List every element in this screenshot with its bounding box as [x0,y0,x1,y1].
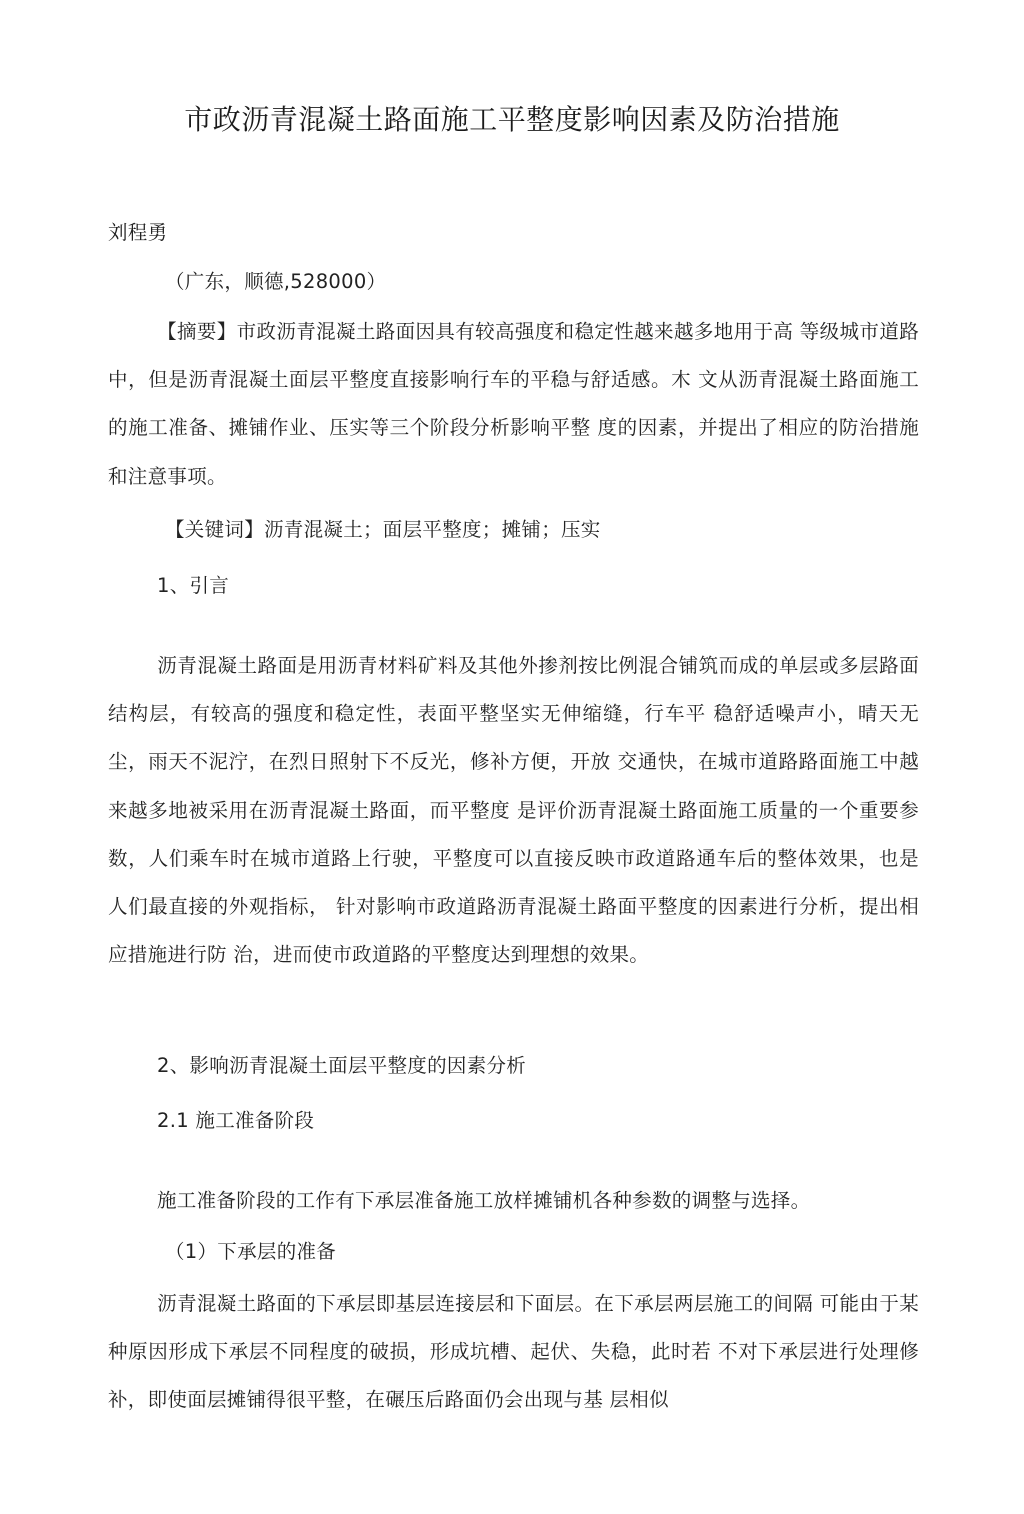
item-1-paragraph [108,1280,919,1425]
document-title: 市政沥青混凝土路面施工平整度影响因素及防治措施 [184,103,840,136]
keywords: 【关键词】沥青混凝土；面层平整度；摊铺；压实 [165,518,601,541]
section-2-1-heading: 2.1 施工准备阶段 [157,1109,315,1132]
author-name: 刘程勇 [108,221,168,244]
author-affiliation: （广东，顺德,528000） [165,270,387,293]
item-1-text: 沥青混凝土路面的下承层即基层连接层和下面层。在下承层两层施工的间隔 可能由于某种原因形成下承层不同程度的破损，形成坑槽、起伏、失稳，此时若 不对下承层进行处理修补，即使面层摊铺得很平整，在碾压后路面仍会出现与基 层相似 [108,1292,919,1412]
item-1-heading: （1）下承层的准备 [165,1240,337,1263]
section-2-1-paragraph: 施工准备阶段的工作有下承层准备施工放样摊铺机各种参数的调整与选择。 [157,1189,811,1212]
section-1-text: 沥青混凝土路面是用沥青材料矿料及其他外掺剂按比例混合铺筑而成的单层或多层路面结构层，有较高的强度和稳定性，表面平整坚实无伸缩缝，行车平 稳舒适噪声小，晴天无尘，雨天不泥泞，在烈日照射下不反光，修补方便，开放 交通快，在城市道路路面施工中越来越多地被采用在沥青混凝土路面，而平整度 是评价沥青混凝土路面施工质量的一个重要参数，人们乘车时在城市道路上行驶，平整度可以直接反映市政道路通车后的整体效果，也是人们最直接的外观指标， 针对影响市政道路沥青混凝土路面平整度的因素进行分析，提出相应措施进行防 治，进而使市政道路的平整度达到理想的效果。 [108,654,919,967]
section-2-heading: 2、影响沥青混凝土面层平整度的因素分析 [157,1054,527,1077]
section-1-paragraph [108,642,919,979]
abstract-text: 【摘要】市政沥青混凝土路面因具有较高强度和稳定性越来越多地用于高 等级城市道路中，但是沥青混凝土面层平整度直接影响行车的平稳与舒适感。木 文从沥青混凝土路面施工的施工准备、摊铺作业、压实等三个阶段分析影响平整 度的因素，并提出了相应的防治措施和注意事项。 [108,320,919,488]
abstract-paragraph [108,308,919,501]
section-1-heading: 1、引言 [157,574,230,597]
